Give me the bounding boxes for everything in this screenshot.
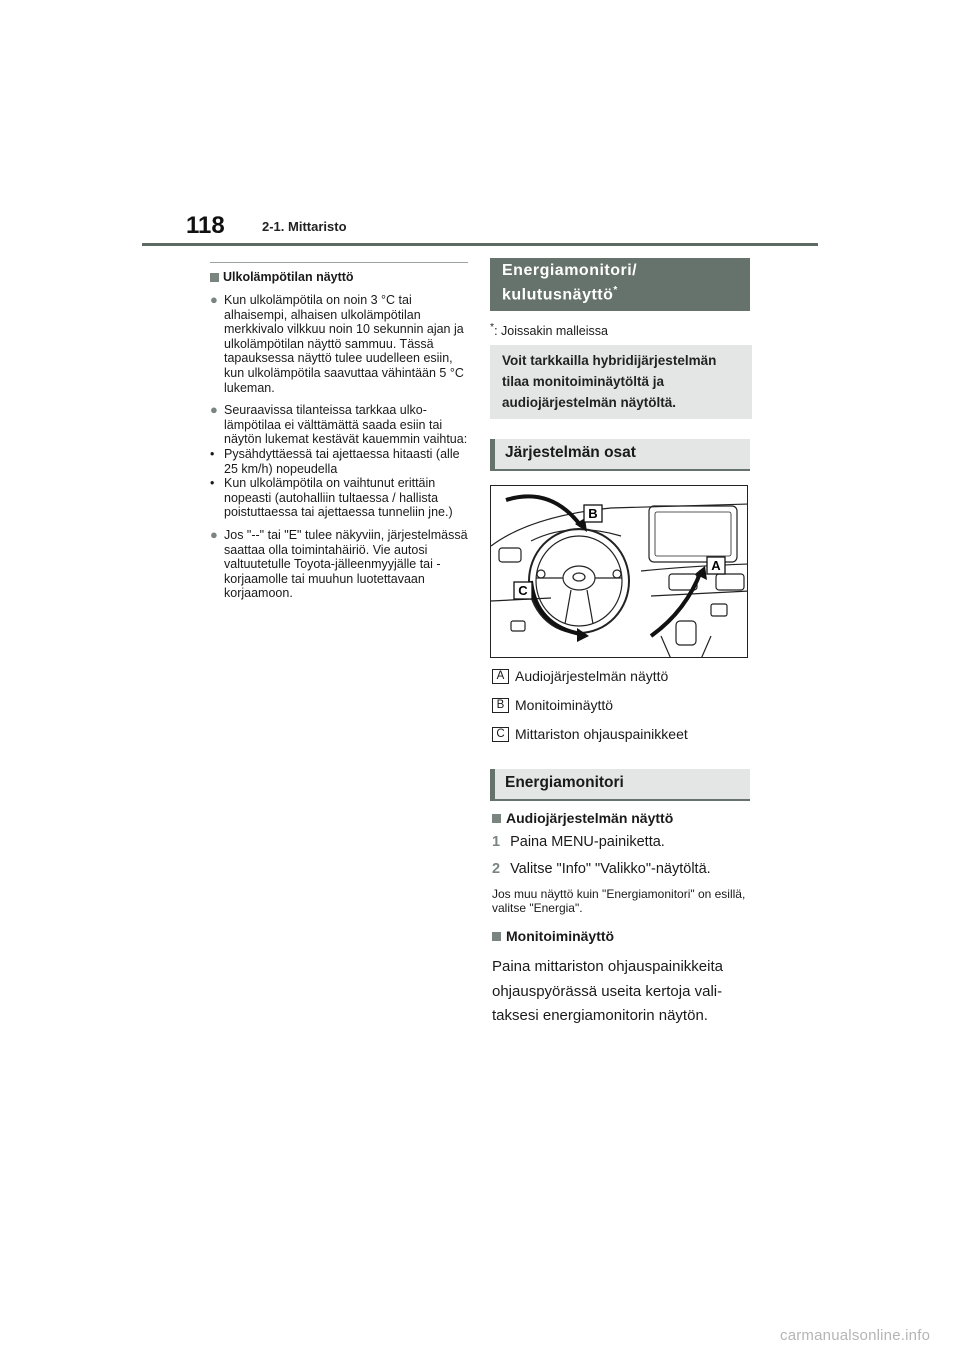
list-item: • Pysähdyttäessä tai ajettaessa hitaasti (alle 25 km/h) nopeudella [210, 447, 468, 476]
section-heading-line1: Energiamonitori/ [502, 262, 638, 279]
list-item: • Kun ulkolämpötila on vaihtunut erittäin nopeasti (autohalliin tultaessa / hallista poistuttaessa tai ajettaessa tunneliin jne.) [210, 476, 468, 520]
step-text: Valitse "Info" "Valikko"-näytöltä. [510, 861, 711, 877]
figure-label-a [707, 557, 725, 574]
cluster-button-left [537, 570, 545, 578]
figure-label-b [584, 505, 602, 522]
multi-display-paragraph: Paina mittariston ohjauspainikkeita ohjauspyörässä useita kertoja valitaksesi energiamonitorin näytön. [492, 958, 723, 1024]
section-heading-energy-monitor [490, 258, 750, 311]
left-column [210, 270, 468, 601]
console-lines [661, 636, 711, 658]
step-2 [492, 861, 711, 877]
intro-box: Voit tarkkailla hybridijärjestelmän tilaa monitoiminäytöltä ja audiojärjestelmän näytöltä. [490, 345, 752, 419]
watermark: carmanualsonline.info [780, 1327, 931, 1344]
section-heading-line2-text: kulutusnäyttö [502, 286, 614, 304]
square-bullet-icon [492, 814, 501, 823]
dashboard-illustration [490, 485, 748, 658]
left-switch [511, 621, 525, 631]
audio-screen-frame [649, 506, 737, 562]
cluster-button-right [613, 570, 621, 578]
step-number: 1 [492, 834, 501, 850]
legend-key: C [492, 727, 509, 742]
circle-bullet-icon: ● [210, 402, 218, 418]
toyota-logo [573, 573, 585, 581]
bullet-text [224, 403, 468, 447]
footnote-mark: * [490, 322, 495, 333]
section-heading-line2 [502, 281, 738, 305]
steering-hub [563, 566, 595, 590]
bullet-paragraph [210, 403, 468, 447]
list-item-text: Pysähdyttäessä tai ajettaessa hitaasti (alle 25 km/h) nopeudella [224, 446, 460, 476]
step-text: Paina MENU-painiketta. [510, 834, 665, 850]
dash-lower-line [651, 591, 748, 596]
section-heading-system-parts: Järjestelmän osat [490, 439, 750, 471]
bullet-paragraph [210, 528, 468, 601]
dash-mid-line [641, 564, 748, 571]
legend-key: B [492, 698, 509, 713]
asterisk-mark: * [613, 285, 618, 296]
left-column-rule [210, 262, 468, 263]
step-1 [492, 834, 665, 850]
dashboard-drawing [491, 486, 748, 658]
audio-display-heading-text: Audiojärjestelmän näyttö [506, 810, 674, 826]
figure-label-c-text: C [518, 583, 528, 598]
legend-key: A [492, 669, 509, 684]
legend-item-c [492, 726, 688, 742]
circle-bullet-icon: ● [210, 526, 218, 542]
figure-label-c [514, 582, 532, 599]
square-bullet-icon [210, 273, 219, 282]
console-button [711, 604, 727, 616]
figure-label-b-text: B [588, 506, 598, 521]
gear-selector [676, 621, 696, 645]
multi-display-heading [492, 928, 614, 944]
section-heading-energy: Energiamonitori [490, 769, 750, 801]
footnote [490, 322, 608, 338]
legend-label: Monitoiminäyttö [515, 697, 614, 713]
multi-display-heading-text: Monitoiminäyttö [506, 928, 615, 944]
outside-temp-heading-text: Ulkolämpötilan näyttö [223, 270, 354, 284]
bullet-text: Jos "--" tai "E" tulee näkyviin, järjestelmässä saattaa olla toimintahäiriö. Vie autosi valtuutetulle Toyota-jälleenmyyjälle tai -korjaamolle tai muuhun luotettavaan korjaamoon. [224, 527, 468, 601]
circle-bullet-icon: ● [210, 292, 218, 307]
legend-item-b [492, 697, 613, 713]
arrow-c-head [577, 628, 589, 642]
note-text: Jos muu näyttö kuin "Energiamonitori" on esillä, valitse "Energia". [492, 887, 746, 915]
dash-list [210, 447, 468, 520]
step-number: 2 [492, 861, 501, 877]
figure-label-a-text: A [711, 558, 721, 573]
bullet-paragraph [210, 293, 468, 395]
audio-screen [655, 512, 731, 556]
legend-item-a [492, 668, 668, 684]
right-vent [716, 574, 744, 590]
bullet-text-intro: Seuraavissa tilanteissa tarkkaa ulkolämpötilaa ei välttämättä saada esiin tai näytön lukemat kestävät kauemmin vaihtua: [224, 403, 468, 447]
square-bullet-icon [492, 932, 501, 941]
dash-top-line [491, 504, 748, 546]
page-number: 118 [186, 212, 225, 239]
bullet-text: Kun ulkolämpötila on noin 3 °C tai alhaisempi, alhaisen ulkolämpötilan merkkivalo vilkkuu noin 10 sekunnin ajan ja ulkolämpötilan näyttö sammuu. Tässä tapauksessa näyttö tulee uudelleen esiin, kun ulkolämpötila saavuttaa vähintään 5 °C lukeman. [224, 293, 464, 395]
header-rule [142, 243, 818, 246]
left-vent [499, 548, 521, 562]
list-item-text: Kun ulkolämpötila on vaihtunut erittäin nopeasti (autohalliin tultaessa / hallista poistuttaessa tai ajettaessa tunneliin jne.) [224, 476, 453, 520]
legend-label: Audiojärjestelmän näyttö [515, 668, 669, 684]
arrow-b-curve [506, 496, 581, 526]
chapter-title: 2-1. Mittaristo [262, 219, 347, 234]
audio-display-heading [492, 810, 673, 826]
outside-temp-heading [210, 270, 468, 284]
footnote-text: : Joissakin malleissa [494, 324, 608, 339]
legend-label: Mittariston ohjauspainikkeet [515, 726, 688, 742]
